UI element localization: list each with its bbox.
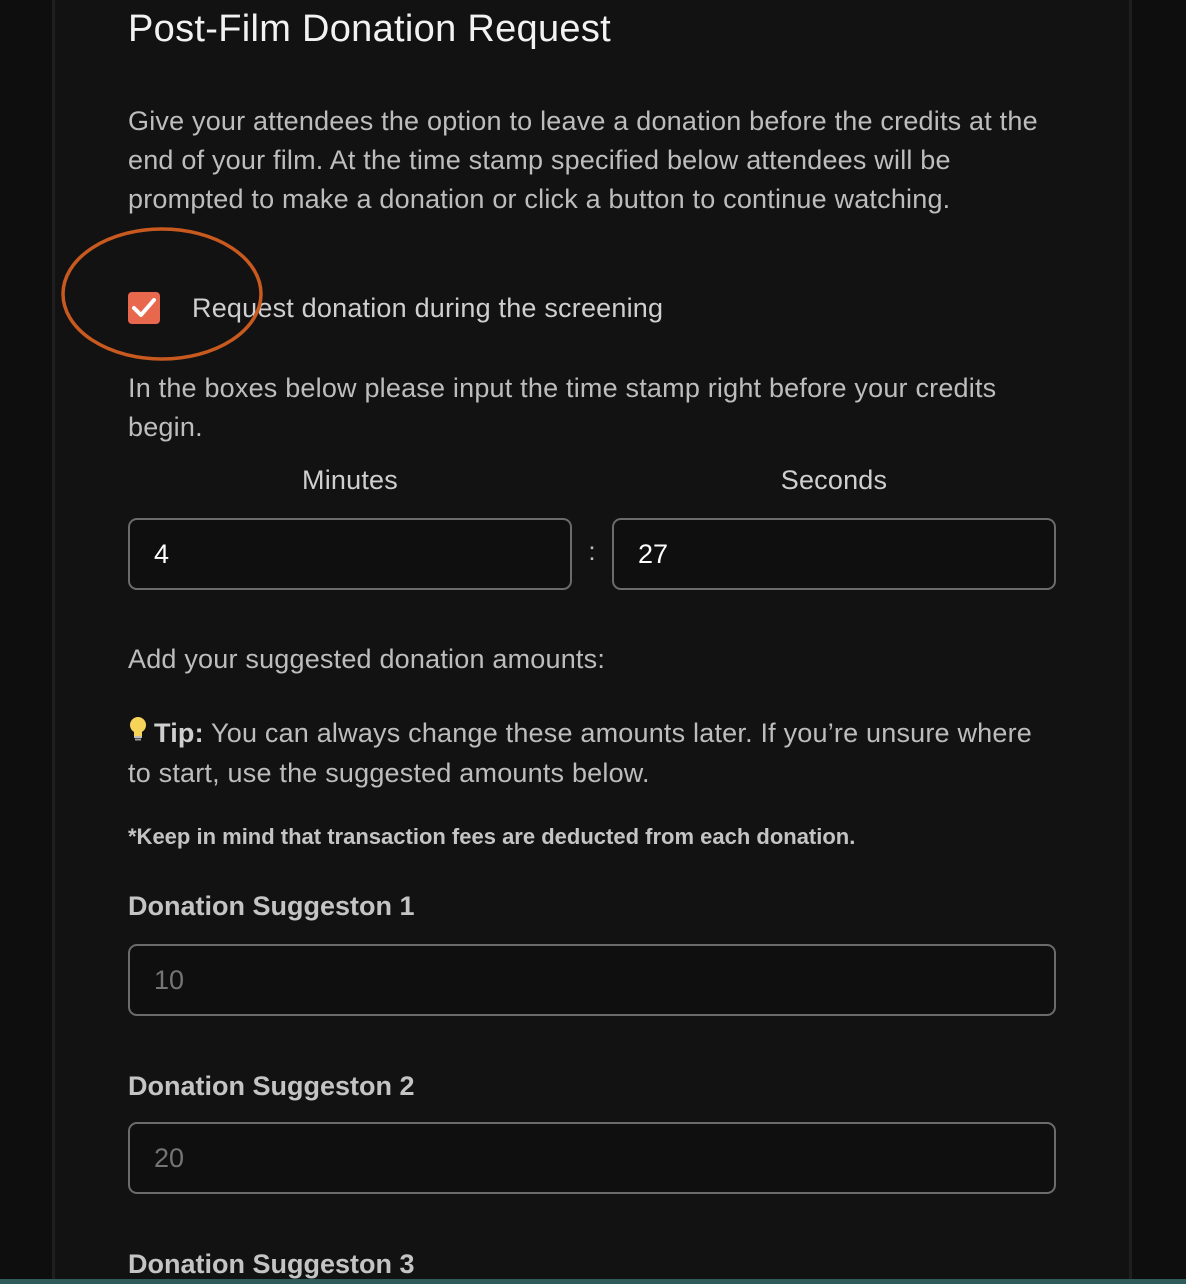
tip-body: You can always change these amounts later. If you’re unsure where to start, use the suggested amounts below. [128,718,1033,788]
right-panel-edge [1129,0,1186,1284]
bottom-bar [0,1279,1186,1284]
request-donation-label[interactable]: Request donation during the screening [192,292,664,323]
donation-suggestion-2-input[interactable] [128,1122,1056,1194]
request-donation-row [128,290,663,326]
donation-suggestion-1-input[interactable] [128,944,1056,1016]
lightbulb-icon [128,713,154,753]
tip-label: Tip: [154,718,204,748]
tip-text [128,713,1056,793]
fees-note: *Keep in mind that transaction fees are deducted from each donation. [128,824,856,849]
amounts-heading: Add your suggested donation amounts: [128,644,606,674]
section-description: Give your attendees the option to leave a donation before the credits at the end of your film. At the time stamp specified below attendees will be prompted to make a donation or click a button to continue watching. [128,106,1038,214]
left-panel-edge [0,0,55,1284]
minutes-input[interactable] [128,518,572,590]
section-title: Post-Film Donation Request [128,8,612,50]
minutes-label: Minutes [302,465,398,495]
timestamp-instructions: In the boxes below please input the time stamp right before your credits begin. [128,373,997,442]
donation-suggestion-1-label: Donation Suggeston 1 [128,891,415,921]
request-donation-checkbox[interactable] [128,292,160,324]
time-separator: : [588,536,596,566]
checkmark-icon [131,297,157,319]
seconds-input[interactable] [612,518,1056,590]
donation-suggestion-3-label: Donation Suggeston 3 [128,1249,415,1279]
seconds-label: Seconds [780,465,888,495]
donation-suggestion-2-label: Donation Suggeston 2 [128,1071,415,1101]
